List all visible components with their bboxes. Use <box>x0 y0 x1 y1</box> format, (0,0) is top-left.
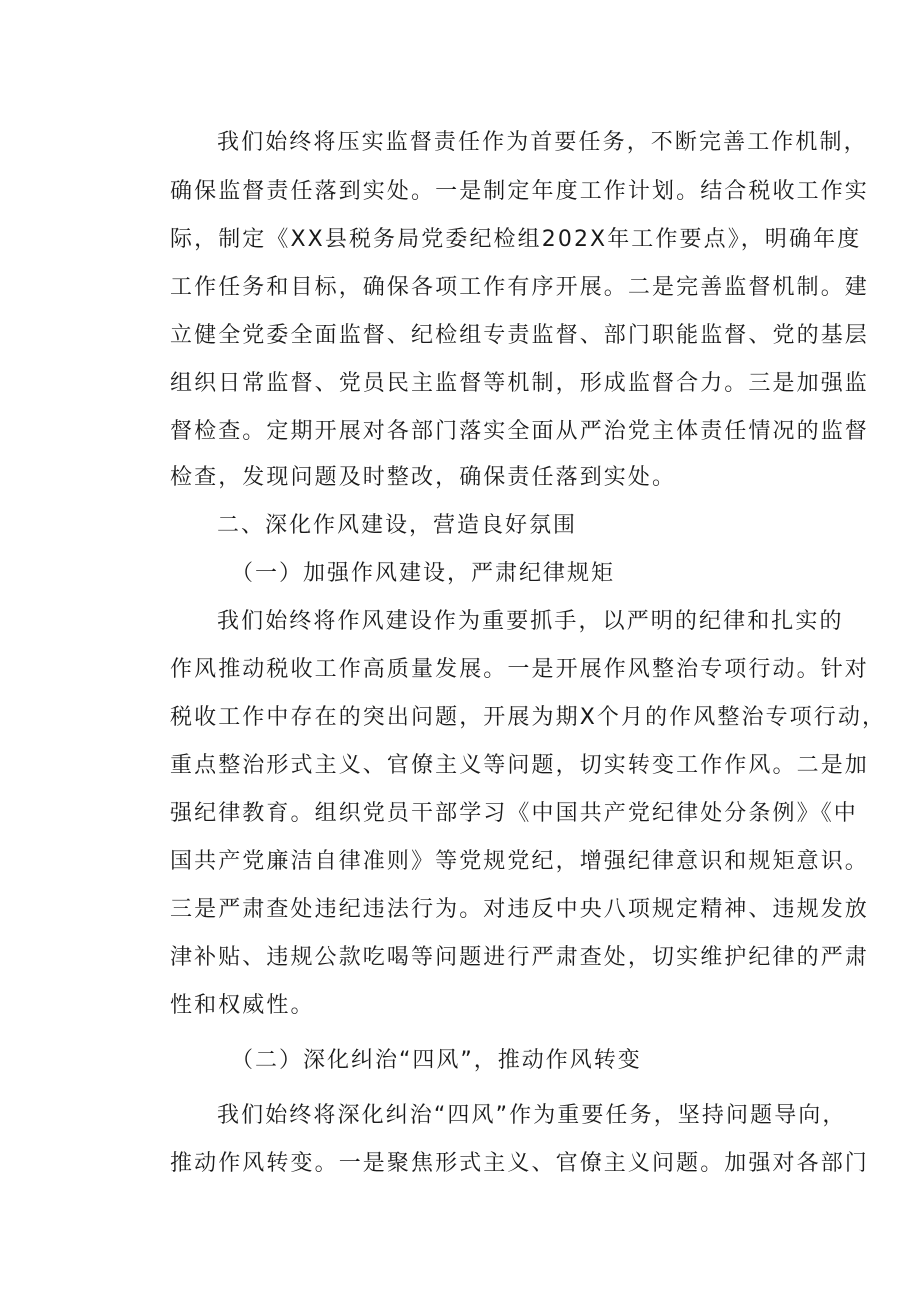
paragraph-line: 我们始终将压实监督责任作为首要任务，不断完善工作机制， <box>217 130 868 155</box>
paragraph-line: 我们始终将深化纠治“四风”作为重要任务，坚持问题导向， <box>217 1103 847 1128</box>
subsection-heading: （二）深化纠治“四风”，推动作风转变 <box>231 1048 642 1073</box>
paragraph-line: 工作任务和目标，确保各项工作有序开展。二是完善监督机制。建 <box>170 275 869 300</box>
paragraph-line: 确保监督责任落到实处。一是制定年度工作计划。结合税收工作实 <box>170 179 869 204</box>
paragraph-line: 督检查。定期开展对各部门落实全面从严治党主体责任情况的监督 <box>170 419 869 444</box>
paragraph-line: 检查，发现问题及时整改，确保责任落到实处。 <box>170 465 677 490</box>
paragraph-line: 推动作风转变。一是聚焦形式主义、官僚主义问题。加强对各部门 <box>170 1151 869 1176</box>
subsection-heading: （一）加强作风建设，严肃纪律规矩 <box>231 561 616 586</box>
paragraph-line: 组织日常监督、党员民主监督等机制，形成监督合力。三是加强监 <box>170 371 869 396</box>
section-heading: 二、深化作风建设，营造良好氛围 <box>217 513 578 538</box>
paragraph-line: 税收工作中存在的突出问题，开展为期X个月的作风整治专项行动， <box>170 705 887 730</box>
paragraph-line: 性和权威性。 <box>170 993 315 1018</box>
paragraph-line: 际，制定《XX县税务局党委纪检组202X年工作要点》，明确年度 <box>170 227 862 252</box>
paragraph-line: 重点整治形式主义、官僚主义等问题，切实转变工作作风。二是加 <box>170 753 869 778</box>
paragraph-line: 强纪律教育。组织党员干部学习《中国共产党纪律处分条例》《中 <box>170 801 858 826</box>
paragraph-line: 三是严肃查处违纪违法行为。对违反中央八项规定精神、违规发放 <box>170 897 869 922</box>
paragraph-line: 我们始终将作风建设作为重要抓手，以严明的纪律和扎实的 <box>217 609 844 634</box>
paragraph-line: 作风推动税收工作高质量发展。一是开展作风整治专项行动。针对 <box>170 657 869 682</box>
paragraph-line: 津补贴、违规公款吃喝等问题进行严肃查处，切实维护纪律的严肃 <box>170 945 869 970</box>
paragraph-line: 国共产党廉洁自律准则》等党规党纪，增强纪律意识和规矩意识。 <box>170 849 869 874</box>
paragraph-line: 立健全党委全面监督、纪检组专责监督、部门职能监督、党的基层 <box>170 323 869 348</box>
